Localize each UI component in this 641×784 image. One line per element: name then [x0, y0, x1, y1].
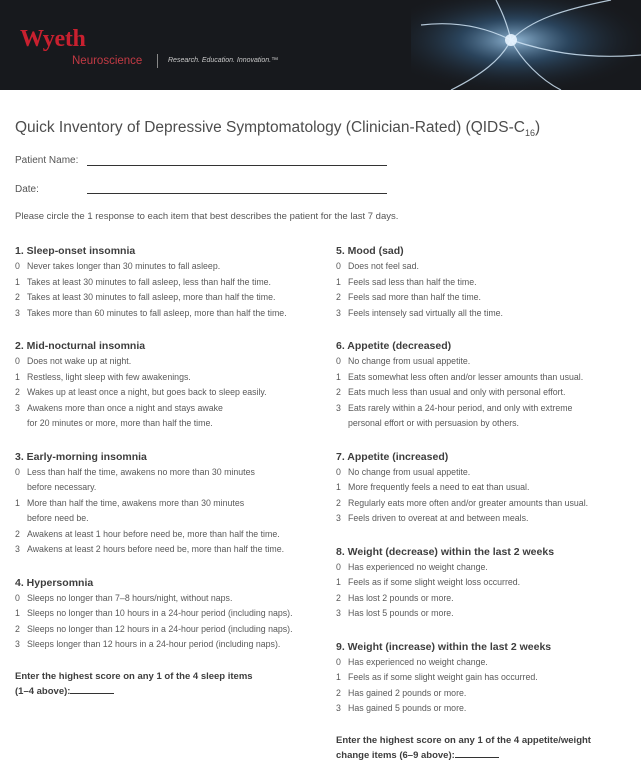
question-heading: 8. Weight (decrease) within the last 2 weeks — [336, 545, 555, 558]
response-option[interactable]: 3 Awakens more than once a night and stays awake — [15, 402, 223, 413]
response-option[interactable]: 0 Never takes longer than 30 minutes to fall asleep. — [15, 261, 221, 271]
question-5 — [336, 243, 636, 321]
response-option[interactable]: 0 Does not feel sad. — [336, 261, 419, 271]
response-option[interactable]: 0 No change from usual appetite. — [336, 466, 471, 477]
question-heading: 5. Mood (sad) — [336, 245, 404, 257]
patient-name-field[interactable] — [87, 165, 387, 166]
response-option-continued: before necessary. — [27, 482, 97, 492]
question-heading: 6. Appetite (decreased) — [336, 340, 452, 352]
sleep-score-field[interactable] — [70, 685, 114, 694]
response-option[interactable]: 3 Sleeps longer than 12 hours in a 24-hour period (including naps). — [15, 639, 281, 649]
question-heading: 4. Hypersomnia — [15, 576, 94, 589]
instructions: Please circle the 1 response to each item that best describes the patient for the last 7 days. — [15, 211, 399, 222]
response-option[interactable]: 2 Eats much less than usual and only with personal effort. — [336, 387, 566, 397]
question-heading: 1. Sleep-onset insomnia — [15, 245, 136, 257]
appetite-weight-score-field[interactable] — [455, 749, 499, 758]
response-option[interactable]: 3 Has gained 5 pounds or more. — [336, 703, 467, 713]
question-heading: 7. Appetite (increased) — [336, 450, 449, 463]
response-option[interactable]: 1 Eats somewhat less often and/or lesser amounts than usual. — [336, 371, 584, 382]
page-title: Quick Inventory of Depressive Symptomatology (Clinician-Rated) $(QIDS-C_{16})$ — [15, 119, 541, 139]
response-option[interactable]: 3 Has lost 5 pounds or more. — [336, 608, 454, 618]
question-6 — [336, 338, 636, 432]
response-option[interactable]: 1 Feels as if some slight weight gain has occurred. — [336, 672, 538, 682]
sleep-score-summary: Enter the highest score on any 1 of the 4 sleep items (1–4 above): — [15, 670, 253, 697]
response-option[interactable]: 3 Eats rarely within a 24-hour period, and only with extreme — [336, 402, 573, 413]
response-option[interactable]: 2 Sleeps no longer than 12 hours in a 24-hour period (including naps). — [15, 623, 293, 634]
response-option[interactable]: 1 Feels as if some slight weight loss occurred. — [336, 577, 521, 587]
response-option-continued: personal effort or with persuasion by others. — [348, 418, 519, 428]
question-heading: 9. Weight (increase) within the last 2 weeks — [336, 640, 552, 653]
question-4 — [15, 575, 325, 653]
appetite-weight-score-summary: Enter the highest score on any 1 of the 4 appetite/weight change items (6–9 above): — [336, 734, 591, 761]
response-option[interactable]: 1 More frequently feels a need to eat than usual. — [336, 482, 530, 492]
question-1 — [15, 243, 325, 321]
response-option[interactable]: 0 Sleeps no longer than 7–8 hours/night, without naps. — [15, 592, 233, 603]
response-option[interactable]: 1 Feels sad less than half the time. — [336, 276, 477, 287]
neuron-graphic — [411, 0, 641, 90]
response-option[interactable]: 2 Has gained 2 pounds or more. — [336, 687, 467, 698]
response-option[interactable]: 2 Takes at least 30 minutes to fall asleep, more than half the time. — [15, 292, 276, 302]
question-heading: 3. Early-morning insomnia — [15, 450, 147, 463]
date-field[interactable] — [87, 193, 387, 194]
response-option[interactable]: 2 Has lost 2 pounds or more. — [336, 592, 454, 603]
response-option[interactable]: 0 Less than half the time, awakens no more than 30 minutes — [15, 466, 255, 477]
response-option[interactable]: 3 Awakens at least 2 hours before need be, more than half the time. — [15, 544, 285, 554]
question-7 — [336, 449, 636, 527]
question-2 — [15, 338, 325, 432]
date-label: Date: — [15, 184, 39, 195]
response-option[interactable]: 0 Has experienced no weight change. — [336, 656, 488, 667]
question-9 — [336, 639, 636, 717]
left-column — [15, 243, 325, 699]
header-banner — [0, 0, 641, 90]
header-divider — [157, 54, 158, 68]
question-heading: 2. Mid-nocturnal insomnia — [15, 340, 146, 352]
response-option[interactable]: 2 Wakes up at least once a night, but goes back to sleep easily. — [15, 387, 267, 397]
patient-name-label: Patient Name: — [15, 155, 79, 166]
response-option[interactable]: 3 Takes more than 60 minutes to fall asleep, more than half the time. — [15, 307, 287, 318]
response-option[interactable]: 1 More than half the time, awakens more than 30 minutes — [15, 497, 245, 508]
response-option[interactable]: 1 Sleeps no longer than 10 hours in a 24-hour period (including naps). — [15, 608, 293, 618]
response-option[interactable]: 2 Awakens at least 1 hour before need be, more than half the time. — [15, 528, 280, 539]
right-column — [336, 243, 636, 763]
brand-logo: Wyeth — [20, 26, 86, 52]
response-option[interactable]: 2 Feels sad more than half the time. — [336, 292, 481, 302]
response-option[interactable]: 0 Does not wake up at night. — [15, 356, 132, 366]
response-option[interactable]: 3 Feels driven to overeat at and between meals. — [336, 513, 529, 523]
response-option-continued: for 20 minutes or more, more than half the time. — [27, 418, 213, 428]
response-option[interactable]: 2 Regularly eats more often and/or greater amounts than usual. — [336, 497, 589, 508]
response-option[interactable]: 3 Feels intensely sad virtually all the time. — [336, 307, 503, 318]
response-option[interactable]: 0 Has experienced no weight change. — [336, 561, 488, 572]
response-option[interactable]: 0 No change from usual appetite. — [336, 356, 471, 366]
question-3 — [15, 449, 325, 558]
response-option-continued: before need be. — [27, 513, 89, 523]
question-8 — [336, 544, 636, 622]
brand-division: Neuroscience — [72, 55, 143, 67]
response-option[interactable]: 1 Restless, light sleep with few awakenings. — [15, 371, 191, 382]
response-option[interactable]: 1 Takes at least 30 minutes to fall asleep, less than half the time. — [15, 276, 272, 287]
brand-tagline: Research. Education. Innovation.™ — [168, 57, 279, 64]
